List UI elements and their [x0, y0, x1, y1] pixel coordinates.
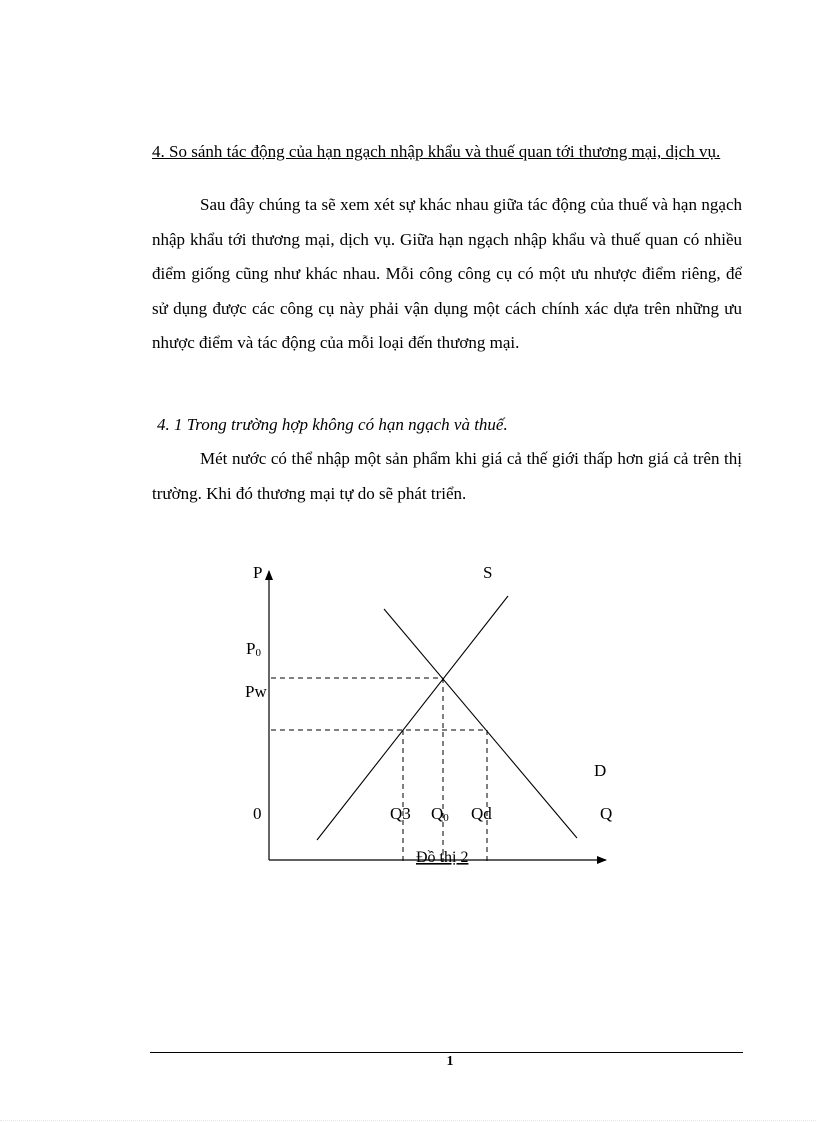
supply-label: S	[483, 563, 493, 582]
qd-label: Qd	[471, 804, 492, 823]
subsection-heading: 4. 1 Trong trường hợp không có hạn ngạch và thuế.	[157, 415, 508, 434]
graph-caption: Đồ thị 2	[416, 849, 469, 866]
footer-divider	[150, 1052, 743, 1053]
q3-label: Q3	[390, 804, 411, 823]
quantity-axis-label: Q	[600, 804, 613, 823]
free-trade-paragraph-text: Mét nước có thể nhập một sản phẩm khi giá cả thế giới thấp hơn giá cả trên thị trường. Khi đó thương mại tự do sẽ phát triển.	[152, 449, 742, 503]
page-number: 1	[446, 1054, 454, 1069]
origin-label: 0	[253, 804, 262, 823]
p0-label	[246, 639, 261, 659]
section-heading: 4. So sánh tác động của hạn ngạch nhập khẩu và thuế quan tới thương mại, dịch vụ.	[152, 142, 721, 161]
pw-label: Pw	[245, 682, 267, 701]
demand-label: D	[594, 761, 607, 780]
intro-paragraph-text: Sau đây chúng ta sẽ xem xét sự khác nhau giữa tác động của thuế và hạn ngạch nhập khẩu tới thương mại, dịch vụ. Giữa hạn ngạch nhập khẩu và thuế quan có nhiều điểm giống cũng như khác nhau. Mỗi công công cụ có một ưu nhược điểm riêng, để sử dụng được các công cụ này phải vận dụng một cách chính xác dựa trên những ưu nhược điểm và tác động của mỗi loại đến thương mại.	[152, 195, 742, 352]
q0-label-main: Q	[431, 804, 444, 823]
page-bottom-border	[0, 1120, 816, 1121]
p0-label-subscript: 0	[255, 647, 261, 659]
q0-label-subscript: 0	[443, 812, 449, 824]
q0-label	[431, 804, 449, 824]
p0-label-main: P	[246, 639, 256, 658]
price-axis-label: P	[253, 563, 263, 582]
